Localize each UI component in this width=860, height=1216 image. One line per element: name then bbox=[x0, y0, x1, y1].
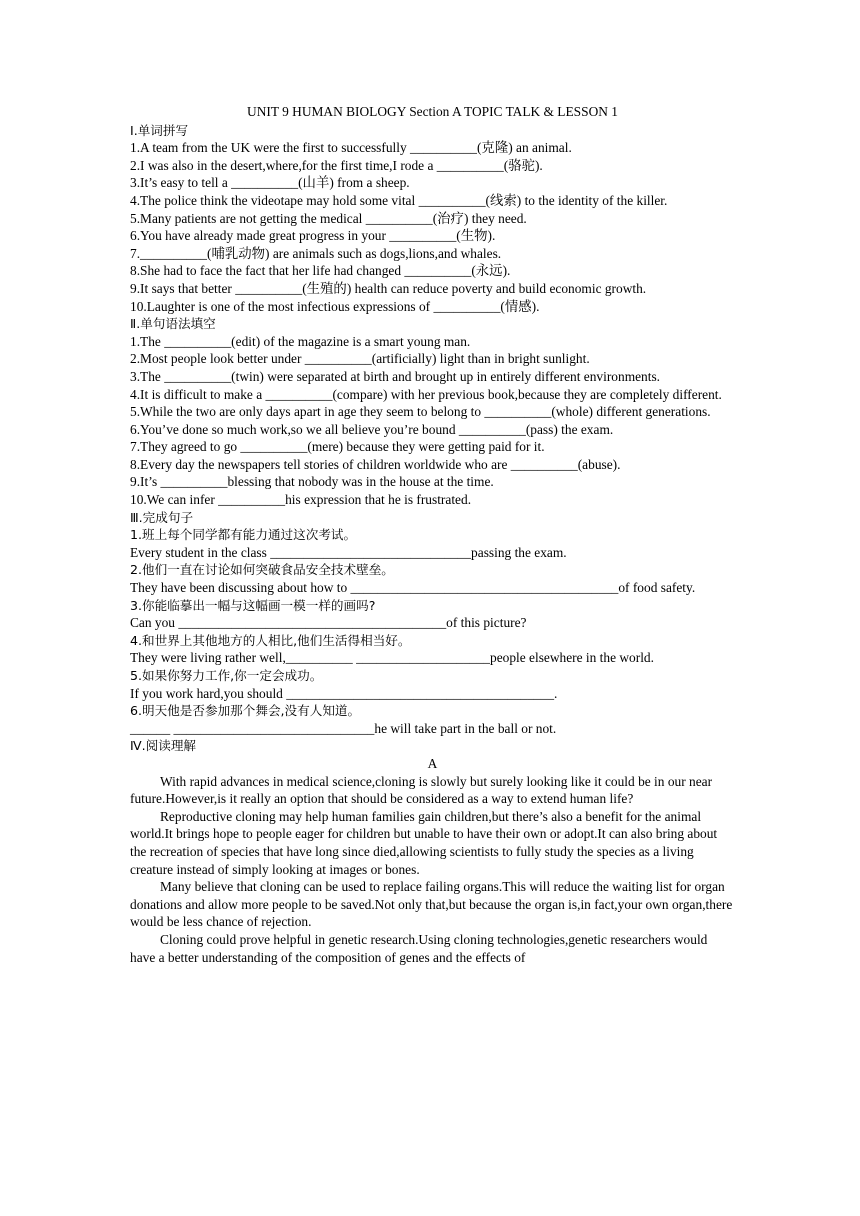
s1-item-2: 2.I was also in the desert,where,for the first time,I rode a __________(骆驼). bbox=[130, 157, 543, 173]
s2-item-3: 3.The __________(twin) were separated at birth and brought up in entirely different environments. bbox=[130, 368, 661, 384]
passage-paragraph-1: With rapid advances in medical science,cloning is slowly but surely looking like it could be in our near future.However,is it really an option that should be considered as a way to extend human life? bbox=[130, 773, 713, 807]
s2-item-4: 4.It is difficult to make a __________(compare) with her previous book,because they are completely different. bbox=[130, 386, 722, 402]
section-1-heading: Ⅰ.单词拼写 bbox=[130, 122, 189, 138]
s1-item-3: 3.It’s easy to tell a __________(山羊) from a sheep. bbox=[130, 175, 410, 191]
s2-item-1: 1.The __________(edit) of the magazine is a smart young man. bbox=[130, 333, 471, 349]
section-4-heading: Ⅳ.阅读理解 bbox=[130, 738, 197, 754]
document-page bbox=[130, 103, 735, 966]
s3-item-3-en: Can you ________________________________________of this picture? bbox=[130, 615, 527, 631]
s1-item-7: 7.__________(哺乳动物) are animals such as dogs,lions,and whales. bbox=[130, 245, 502, 261]
s3-item-1-zh: 1.班上每个同学都有能力通过这次考试。 bbox=[130, 527, 357, 543]
passage-paragraph-3: Many believe that cloning can be used to replace failing organs.This will reduce the waiting list for organ donations and allow more people to be saved.Not only that,but because the organ is,in fact,your own organ,there would be less chance of rejection. bbox=[130, 879, 733, 930]
s2-item-6: 6.You’ve done so much work,so we all believe you’re bound __________(pass) the exam. bbox=[130, 421, 614, 437]
s3-item-4-zh: 4.和世界上其他地方的人相比,他们生活得相当好。 bbox=[130, 632, 411, 648]
s1-item-1: 1.A team from the UK were the first to successfully __________(克隆) an animal. bbox=[130, 140, 572, 156]
s3-item-6-en: ______ ______________________________he will take part in the ball or not. bbox=[130, 720, 557, 736]
s1-item-5: 5.Many patients are not getting the medical __________(治疗) they need. bbox=[130, 210, 527, 226]
s3-item-6-zh: 6.明天他是否参加那个舞会,没有人知道。 bbox=[130, 703, 361, 719]
s1-item-8: 8.She had to face the fact that her life had changed __________(永远). bbox=[130, 263, 511, 279]
s1-item-10: 10.Laughter is one of the most infectious expressions of __________(情感). bbox=[130, 298, 540, 314]
passage-paragraph-2: Reproductive cloning may help human families gain children,but there’s also a benefit for the animal world.It brings hope to people eager for children but unable to have their own or adopt.It can also bring about the recreation of species that have long since died,allowing scientists to fully study the species as a living creature instead of simply looking at images or bones. bbox=[130, 808, 718, 877]
s3-item-5-zh: 5.如果你努力工作,你一定会成功。 bbox=[130, 668, 323, 683]
s2-item-7: 7.They agreed to go __________(mere) because they were getting paid for it. bbox=[130, 439, 545, 455]
s2-item-5: 5.While the two are only days apart in age they seem to belong to __________(whole) different generations. bbox=[130, 404, 711, 420]
section-3-heading: Ⅲ.完成句子 bbox=[130, 509, 194, 525]
s3-item-3-zh: 3.你能临摹出一幅与这幅画一模一样的画吗? bbox=[130, 597, 376, 613]
s1-item-4: 4.The police think the videotape may hold some vital __________(线索) to the identity of the killer. bbox=[130, 192, 668, 208]
s1-item-9: 9.It says that better __________(生殖的) health can reduce poverty and build economic growth. bbox=[130, 280, 647, 296]
s3-item-1-en: Every student in the class ______________________________passing the exam. bbox=[130, 544, 567, 560]
s3-item-5-en: If you work hard,you should ________________________________________. bbox=[130, 685, 558, 701]
passage-label: A bbox=[427, 755, 438, 771]
s2-item-10: 10.We can infer __________his expression that he is frustrated. bbox=[130, 492, 472, 508]
s3-item-2-zh: 2.他们一直在讨论如何突破食品安全技术壁垒。 bbox=[130, 562, 394, 578]
s2-item-9: 9.It’s __________blessing that nobody was in the house at the time. bbox=[130, 474, 494, 490]
s3-item-2-en: They have been discussing about how to ________________________________________of food safety. bbox=[130, 580, 696, 596]
s2-item-8: 8.Every day the newspapers tell stories of children worldwide who are __________(abuse). bbox=[130, 456, 621, 472]
s1-item-6: 6.You have already made great progress in your __________(生物). bbox=[130, 228, 496, 244]
s2-item-2: 2.Most people look better under __________(artificially) light than in bright sunlight. bbox=[130, 351, 590, 367]
section-2-heading: Ⅱ.单句语法填空 bbox=[130, 316, 216, 332]
document-title: UNIT 9 HUMAN BIOLOGY Section A TOPIC TALK & LESSON 1 bbox=[247, 104, 618, 119]
s3-item-4-en: They were living rather well,__________ ____________________people elsewhere in the world. bbox=[130, 650, 654, 666]
passage-paragraph-4: Cloning could prove helpful in genetic research.Using cloning technologies,genetic researchers would have a better understanding of the composition of genes and the effects of bbox=[130, 931, 708, 965]
